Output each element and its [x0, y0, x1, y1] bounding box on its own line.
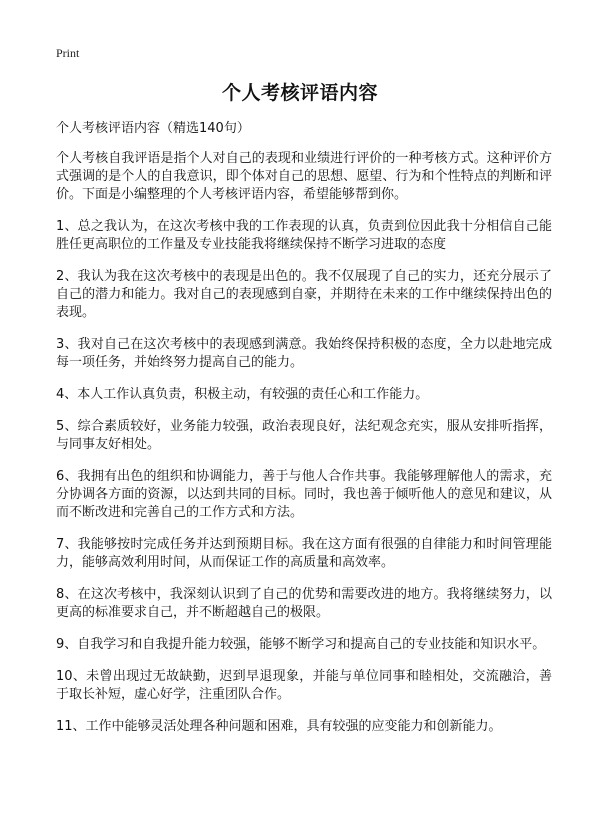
list-item: 8、在这次考核中，我深刻认识到了自己的优势和需要改进的地方。我将继续努力，以更高的标准要求自己，并不断超越自己的极限。 [56, 587, 552, 620]
list-item: 6、我拥有出色的组织和协调能力，善于与他人合作共事。我能够理解他人的需求，充分协调各方面的资源，以达到共同的目标。同时，我也善于倾听他人的意见和建议，从而不断改进和完善自己的工作方式和方法。 [56, 469, 552, 520]
list-item: 7、我能够按时完成任务并达到预期目标。我在这方面有很强的自律能力和时间管理能力，能够高效利用时间，从而保证工作的高质量和高效率。 [56, 537, 552, 570]
list-item: 2、我认为我在这次考核中的表现是出色的。我不仅展现了自己的实力，还充分展示了自己的潜力和能力。我对自己的表现感到自豪，并期待在未来的工作中继续保持出色的表现。 [56, 269, 552, 320]
list-item: 4、本人工作认真负责，积极主动，有较强的责任心和工作能力。 [56, 387, 429, 402]
list-item: 10、未曾出现过无故缺勤，迟到早退现象，并能与单位同事和睦相处，交流融洽，善于取长补短，虚心好学，注重团队合作。 [56, 669, 552, 702]
document-subtitle: 个人考核评语内容（精选140句） [56, 121, 250, 136]
list-item: 5、综合素质较好，业务能力较强，政治表现良好，法纪观念充实，服从安排听指挥，与同事友好相处。 [56, 419, 552, 452]
document-title: 个人考核评语内容 [221, 82, 378, 104]
intro-paragraph: 个人考核自我评语是指个人对自己的表现和业绩进行评价的一种考核方式。这种评价方式强调的是个人的自我意识，即个体对自己的思想、愿望、行为和个性特点的判断和评价。下面是小编整理的个人考核评语内容，希望能够帮到你。 [56, 151, 552, 202]
list-item: 9、自我学习和自我提升能力较强，能够不断学习和提高自己的专业技能和知识水平。 [56, 637, 546, 652]
list-item: 1、总之我认为，在这次考核中我的工作表现的认真，负责到位因此我十分相信自己能胜任更高职位的工作量及专业技能我将继续保持不断学习进取的态度 [56, 219, 552, 252]
print-link[interactable]: Print [56, 46, 80, 60]
document-body [56, 120, 552, 750]
list-item: 3、我对自己在这次考核中的表现感到满意。我始终保持积极的态度，全力以赴地完成每一项任务，并始终努力提高自己的能力。 [56, 337, 552, 370]
list-item: 11、工作中能够灵活处理各种问题和困难，具有较强的应变能力和创新能力。 [56, 719, 502, 734]
